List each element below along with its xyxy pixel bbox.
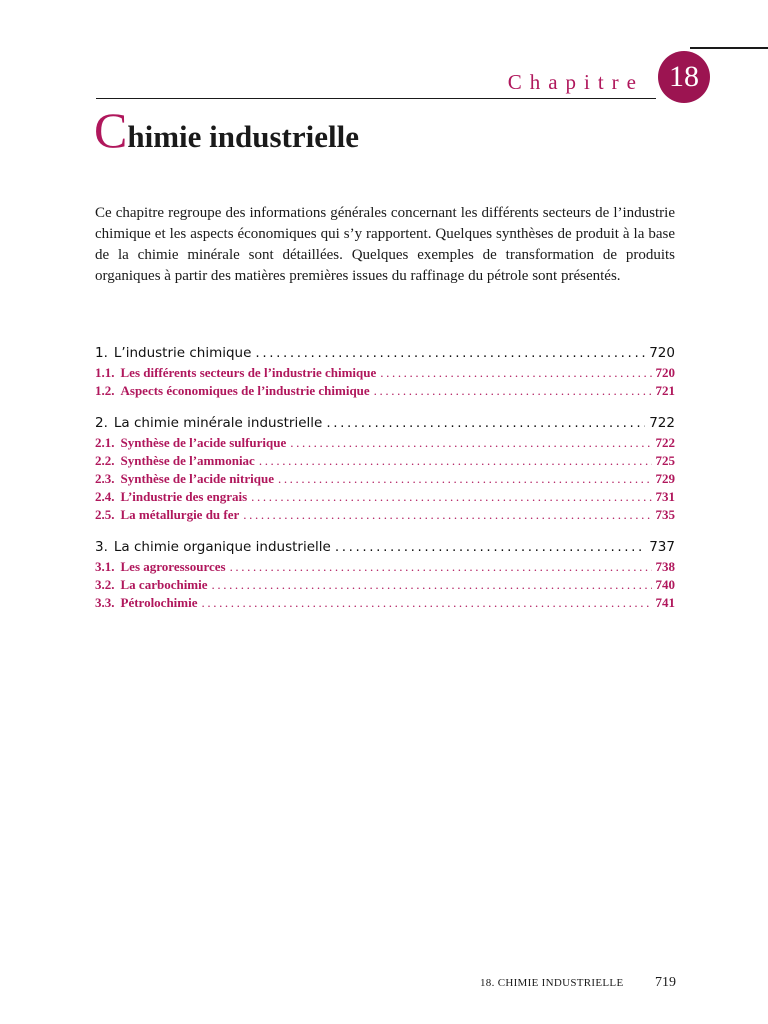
- toc-entry-page: 731: [655, 489, 675, 504]
- toc-entry-number: 3.1.: [95, 559, 115, 574]
- toc-leader-dots: [278, 470, 652, 488]
- toc-leader-dots: [290, 434, 651, 452]
- toc-subsection-entry[interactable]: [95, 488, 675, 506]
- toc-entry-page: 720: [649, 345, 675, 361]
- toc-subsection-entry[interactable]: [95, 558, 675, 576]
- toc-subsection-entry[interactable]: [95, 452, 675, 470]
- toc-entry-page: 720: [655, 365, 675, 380]
- toc-entry-page: 729: [655, 471, 675, 486]
- toc-entry-label: Aspects économiques de l’industrie chimique: [120, 383, 370, 398]
- page-footer: [480, 975, 676, 991]
- toc-leader-dots: [374, 382, 652, 400]
- toc-entry-label: La chimie organique industrielle: [113, 539, 331, 555]
- title-rest: himie industrielle: [127, 119, 359, 154]
- toc-subsection-entry[interactable]: [95, 434, 675, 452]
- toc-entry-label: La métallurgie du fer: [120, 507, 240, 522]
- toc-section-entry[interactable]: [95, 343, 675, 364]
- chapter-label: Chapitre: [507, 70, 644, 94]
- toc-entry-page: 740: [655, 577, 675, 592]
- title-rule: [96, 98, 656, 99]
- toc-leader-dots: [202, 594, 652, 612]
- toc-entry-number: 1.: [95, 345, 108, 361]
- toc-entry-label: Synthèse de l’ammoniac: [120, 453, 255, 468]
- toc-entry-label: La chimie minérale industrielle: [113, 415, 323, 431]
- toc-subsection-entry[interactable]: [95, 576, 675, 594]
- toc-section-entry[interactable]: [95, 537, 675, 558]
- page-number: 719: [655, 975, 676, 990]
- toc-entry-page: 737: [649, 539, 675, 555]
- toc-entry-number: 2.5.: [95, 507, 115, 522]
- toc-entry-number: 3.: [95, 539, 108, 555]
- toc-section: [95, 413, 675, 524]
- toc-entry-page: 721: [655, 383, 675, 398]
- toc-entry-page: 722: [649, 415, 675, 431]
- toc-entry-page: 722: [655, 435, 675, 450]
- running-title: 18. CHIMIE INDUSTRIELLE: [480, 977, 624, 989]
- toc-entry-page: 735: [655, 507, 675, 522]
- toc-entry-page: 738: [655, 559, 675, 574]
- toc-entry-label: L’industrie des engrais: [120, 489, 248, 504]
- chapter-number-badge: [658, 51, 710, 103]
- toc-entry-label: Synthèse de l’acide sulfurique: [120, 435, 287, 450]
- toc-entry-number: 1.2.: [95, 383, 115, 398]
- toc-leader-dots: [259, 452, 652, 470]
- toc-entry-number: 3.3.: [95, 595, 115, 610]
- toc-entry-number: 3.2.: [95, 577, 115, 592]
- toc-subsection-entry[interactable]: [95, 364, 675, 382]
- toc-entry-number: 2.: [95, 415, 108, 431]
- toc-leader-dots: [255, 343, 645, 364]
- toc-entry-number: 2.1.: [95, 435, 115, 450]
- toc-section-entry[interactable]: [95, 413, 675, 434]
- toc-entry-label: Synthèse de l’acide nitrique: [120, 471, 274, 486]
- toc-subsection-entry[interactable]: [95, 506, 675, 524]
- toc-entry-number: 2.2.: [95, 453, 115, 468]
- toc-subsection-entry[interactable]: [95, 382, 675, 400]
- toc-entry-page: 741: [655, 595, 675, 610]
- toc-entry-number: 2.4.: [95, 489, 115, 504]
- toc-entry-label: Les différents secteurs de l’industrie chimique: [120, 365, 377, 380]
- chapter-number: 18: [669, 60, 699, 93]
- toc-leader-dots: [251, 488, 651, 506]
- toc-entry-page: 725: [655, 453, 675, 468]
- toc-leader-dots: [335, 537, 645, 558]
- toc-section: [95, 537, 675, 612]
- toc-entry-number: 1.1.: [95, 365, 115, 380]
- chapter-intro: Ce chapitre regroupe des informations générales concernant les différents secteurs de l’industrie chimique et les aspects économiques qui s’y rapportent. Quelques synthèses de produit à la base de la chimie minérale sont détaillées. Quelques exemples de transformation de produits organiques à partir des matières premières issues du raffinage du pétrole sont présentés.: [95, 205, 675, 284]
- toc-leader-dots: [230, 558, 652, 576]
- toc-entry-number: 2.3.: [95, 471, 115, 486]
- toc-subsection-entry[interactable]: [95, 594, 675, 612]
- table-of-contents: [95, 343, 675, 625]
- toc-entry-label: La carbochimie: [120, 577, 208, 592]
- toc-leader-dots: [380, 364, 651, 382]
- title-initial: C: [94, 102, 128, 158]
- toc-leader-dots: [326, 413, 645, 434]
- toc-entry-label: L’industrie chimique: [113, 345, 252, 361]
- toc-leader-dots: [212, 576, 652, 594]
- toc-section: [95, 343, 675, 400]
- toc-entry-label: Les agroressources: [120, 559, 226, 574]
- top-rule: [690, 47, 768, 49]
- chapter-title: [94, 100, 359, 160]
- toc-leader-dots: [243, 506, 651, 524]
- toc-entry-label: Pétrolochimie: [120, 595, 198, 610]
- toc-subsection-entry[interactable]: [95, 470, 675, 488]
